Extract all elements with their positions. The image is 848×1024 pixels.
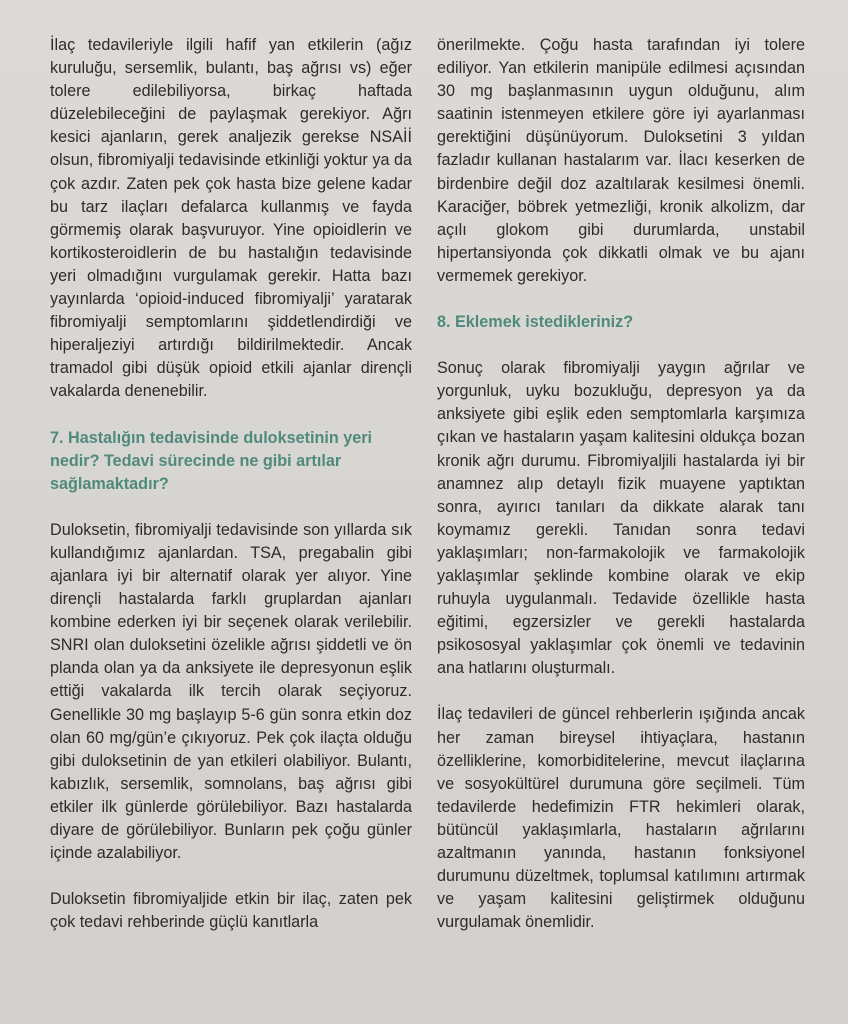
left-column bbox=[50, 34, 412, 934]
paragraph-side-effects: İlaç tedavileriyle ilgili hafif yan etkilerin (ağız kuruluğu, sersemlik, bulantı, baş ağrısı vs) eğer tolere edilebiliyorsa, birkaç haftada düzelebileceğini de paylaşmak gerekiyor. Ağrı kesici ajanların, gerek analjezik gerekse NSAİİ olsun, fibromiyalji tedavisinde etkinliği yoktur ya da çok azdır. Zaten pek çok hasta bize gelene kadar bu tarz ilaçları defalarca kullanmış ve fayda görmemiş olarak başvuruyor. Yine opioidlerin ve kortikosteroidlerin de bu hastalığın tedavisinde yeri olmadığını vurgulamak gerekir. Hatta bazı yayınlarda ‘opioid-induced fibromiyalji’ yaratarak fibromiyalji semptomlarını şiddetlendirdiği ve hiperaljeziyi artırdığı bildirilmektedir. Ancak tramadol gibi düşük opioid etkili ajanlar dirençli vakalarda denenebilir. bbox=[50, 36, 412, 401]
paragraph-tolerance: önerilmekte. Çoğu hasta tarafından iyi tolere ediliyor. Yan etkilerin manipüle edilmesi açısından 30 mg başlanmasının uygun olduğunu, alım saatinin istenmeyen etkilere göre iyi ayarlanması gerektiğini düşünüyorum. Duloksetini 3 yıldan fazladır kullanan hastalarım var. İlacı keserken de birdenbire değil doz azaltılarak kesilmesi önemli. Karaciğer, böbrek yetmezliği, kronik alkolizm, dar açılı glokom gibi durumlarda, unstabil hipertansiyonda çok dikkatli olmak ve bu ajanı vermemek gerekiyor. bbox=[437, 36, 805, 285]
heading-question-7: 7. Hastalığın tedavisinde duloksetinin yeri nedir? Tedavi sürecinde ne gibi artılar sağlamaktadır? bbox=[50, 428, 373, 493]
paragraph-drug-treatment: İlaç tedavileri de güncel rehberlerin ışığında ancak her zaman bireysel ihtiyaçlara, hastanın özelliklerine, komorbiditelerine, mevcut ilaçlarına ve sosyokültürel durumuna göre seçilmeli. Tüm tedavilerde hedefimizin FTR hekimleri olarak, bütüncül yaklaşımlarla, hastaların ağrılarını azaltmanın yanında, hastanın fonksiyonel durumunu düzeltmek, toplumsal katılımını artırmak ve yaşam kalitesini geliştirmek olduğunu vurgulamak önemlidir. bbox=[437, 705, 805, 932]
paragraph-conclusion: Sonuç olarak fibromiyalji yaygın ağrılar ve yorgunluk, uyku bozukluğu, depresyon ya da anksiyete gibi eşlik eden semptomlarla karşımıza çıkan ve hastaların yaşam kalitesini oldukça bozan kronik ağrı durumu. Fibromiyaljili hastalarda iyi bir anamnez alıp detaylı fizik muayene yaptıktan sonra, ayırıcı tanıları da dikkate alarak tanı koymamız gerekli. Tanıdan sonra tedavi yaklaşımları; non-farmakolojik ve farmakolojik yaklaşımlar şeklinde kombine olarak ve ekip ruhuyla uygulanmalı. Tedavide özellikle hasta eğitimi, egzersizler ve gerekli hastalarda psikososyal yaklaşımlar çok önemli ve tedavinin ana hatlarını oluşturmalı. bbox=[437, 359, 805, 678]
paragraph-duloxetine-evidence: Duloksetin fibromiyaljide etkin bir ilaç, zaten pek çok tedavi rehberinde güçlü kanıtlarla bbox=[50, 890, 412, 932]
heading-question-8: 8. Eklemek istedikleriniz? bbox=[437, 313, 634, 332]
right-column bbox=[437, 34, 805, 934]
paragraph-duloxetine: Duloksetin, fibromiyalji tedavisinde son yıllarda sık kullandığımız ajanlardan. TSA, pregabalin gibi ajanlara iyi bir alternatif olarak yer alıyor. Yine dirençli hastalarda farklı gruplardan ajanları kombine ederken iyi bir seçenek olarak verilebilir. SNRI olan duloksetini özelikle ağrısı şiddetli ve ön planda olan ya da anksiyete ile depresyonun eşlik ettiği vakalarda ilk tercih olarak seçiyoruz. Genellikle 30 mg başlayıp 5-6 gün sonra etkin doz olan 60 mg/gün’e çıkıyoruz. Pek çok ilaçta olduğu gibi duloksetinin de yan etkileri olabiliyor. Bulantı, kabızlık, sersemlik, somnolans, baş ağrısı gibi etkiler ilk günlerde görülebiliyor. Bazı hastalarda diyare de görülebiliyor. Bunların pek çoğu günler içinde azalabiliyor. bbox=[50, 520, 412, 863]
